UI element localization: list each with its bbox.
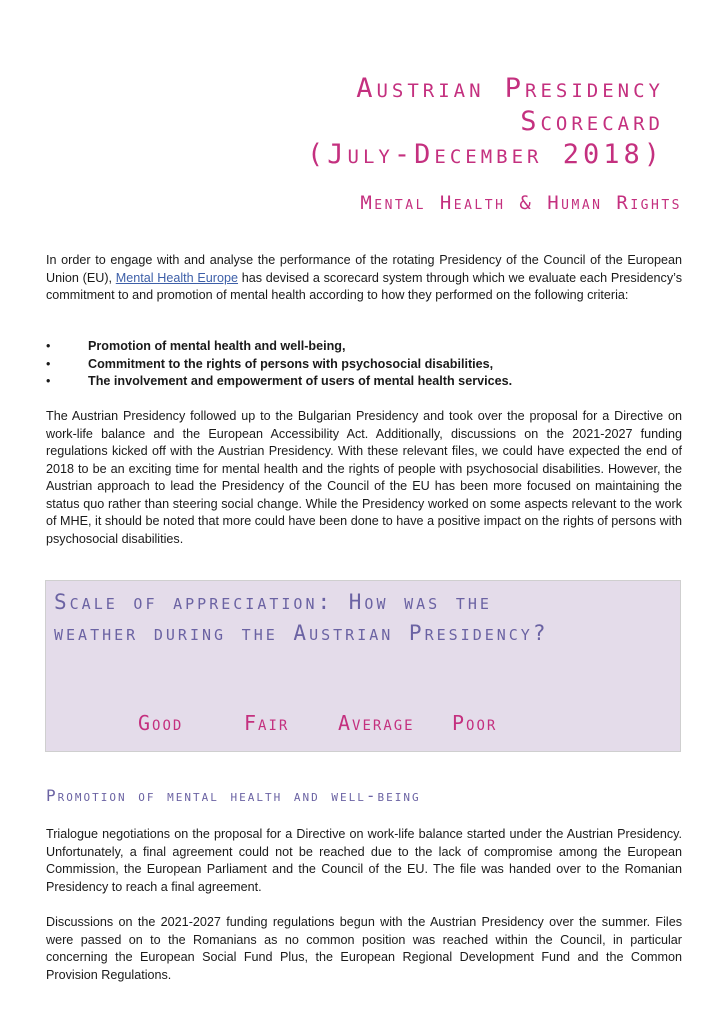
scale-title-line-2: weather during the Austrian Presidency? [54,621,549,645]
bullet-icon: • [46,374,51,388]
rating-good: Good [138,711,184,735]
rating-average: Average [338,711,415,735]
title-line-1: Austrian Presidency [356,73,664,104]
criteria-item-label: Commitment to the rights of persons with psychosocial disabilities, [88,356,494,371]
document-subtitle: Mental Health & Human Rights [360,192,682,214]
intro-text-before-link: In order to engage with and analyse the performance of the rotating Presidency of the Council of the European Union (EU), [46,253,682,285]
bullet-icon: • [46,339,51,353]
criteria-list [46,338,682,391]
bullet-icon: • [46,356,51,371]
section-paragraph-1: Trialogue negotiations on the proposal for a Directive on work-life balance started under the Austrian Presidency. Unfortunately, a final agreement could not be reached due to the lack of compromise among the European Commission, the European Parliament and the Council of the EU. The file was handed over to the Romanian Presidency to reach a final agreement. [46,827,682,894]
scale-title [54,587,549,649]
section-heading: Promotion of mental health and well-being [46,786,421,805]
criteria-item [46,373,682,391]
document-title [307,72,664,171]
criteria-item-label: The involvement and empowerment of users of mental health services. [88,374,513,388]
title-line-3: (July-December 2018) [307,139,664,170]
criteria-item-label: Promotion of mental health and well-being, [88,339,346,353]
rating-fair: Fair [244,711,290,735]
summary-paragraph: The Austrian Presidency followed up to the Bulgarian Presidency and took over the proposal for a Directive on work-life balance and the European Accessibility Act. Additionally, discussions on the 2021-2027 funding regulations kicked off with the Austrian Presidency. With these relevant files, we could have expected the end of 2018 to be an exciting time for mental health and the rights of people with psychosocial disabilities. However, the Austrian approach to lead the Presidency of the Council of the EU has been more focused on maintaining the status quo rather than steering social change. While the Presidency worked on some aspects relevant to the work of MHE, it should be noted that more could have been done to have a positive impact on the rights of persons with psychosocial disabilities. [46,409,682,546]
scale-of-appreciation-box [45,580,681,752]
scale-title-line-1: Scale of appreciation: How was the [54,590,492,614]
rating-poor: Poor [452,711,498,735]
mental-health-europe-link[interactable]: Mental Health Europe [115,270,239,285]
title-line-2: Scorecard [520,106,664,137]
intro-paragraph [46,252,682,305]
criteria-item [46,356,682,374]
section-paragraph-2: Discussions on the 2021-2027 funding regulations begun with the Austrian Presidency over the summer. Files were passed on to the Romanians as no common position was reached within the Council, in particular concerning the European Social Fund Plus, the European Regional Development Fund and the Common Provision Regulations. [46,915,682,982]
intro-text-after-link: has devised a scorecard system through which we evaluate each Presidency’s commitment to and promotion of mental health according to how they performed on the following criteria: [46,270,682,302]
criteria-item [46,338,682,356]
